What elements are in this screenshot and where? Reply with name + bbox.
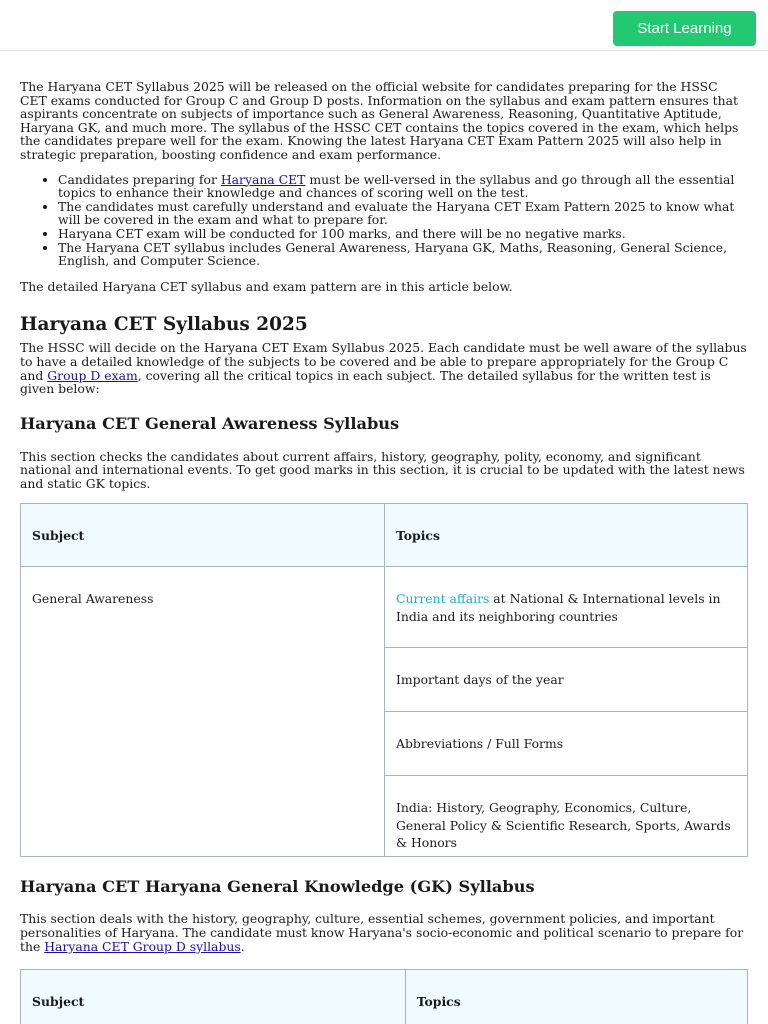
topics-column-header: Topics <box>405 970 747 1024</box>
list-item: • The Haryana CET syllabus includes General Awareness, Haryana GK, Maths, Reasoning, General Science, English, and Computer Science. <box>58 241 748 268</box>
list-item: • Candidates preparing for Haryana CET must be well-versed in the syllabus and go through all the essential topics to enhance their knowledge and chances of scoring well on the test. <box>58 173 748 200</box>
ga-paragraph: This section checks the candidates about current affairs, history, geography, polity, economy, and significant national and international events. To get good marks in this section, it is crucial to be updated with the latest news and static GK topics. <box>20 448 745 491</box>
current-affairs-link[interactable]: Current affairs <box>396 591 490 607</box>
haryana-cet-link[interactable]: Haryana CET <box>220 171 306 187</box>
ga-heading: Haryana CET General Awareness Syllabus <box>20 413 400 433</box>
intro-paragraph: The Haryana CET Syllabus 2025 will be released on the official website for candidates preparing for the HSSC CET exams conducted for Group C and Group D posts. Information on the syllabus and exam pattern ensures that aspirants concentrate on subjects of importance such as General Awareness, Reasoning, Quantitative Aptitude, Haryana GK, and much more. The syllabus of the HSSC CET contains the topics covered in the exam, which helps the candidates prepare well for the exam. Knowing the latest Haryana CET Exam Pattern 2025 will also help in strategic preparation, boosting confidence and exam performance. <box>20 79 739 162</box>
table-row <box>21 567 748 648</box>
list-item: • The candidates must carefully understand and evaluate the Haryana CET Exam Pattern 2025 to know what will be covered in the exam and what to prepare for. <box>58 200 748 227</box>
article-note: The detailed Haryana CET syllabus and exam pattern are in this article below. <box>20 278 513 294</box>
ga-syllabus-table <box>20 503 748 857</box>
gk-paragraph: This section deals with the history, geography, culture, essential schemes, government policies, and important personalities of Haryana. The candidate must know Haryana's socio-economic and political scenario to prepare for the Haryana CET Group D syllabus. <box>20 911 744 954</box>
topic-cell: India: History, Geography, Economics, Culture, General Policy & Scientific Research, Sports, Awards & Honors <box>385 776 748 857</box>
list-item: • Haryana CET exam will be conducted for 100 marks, and there will be no negative marks. <box>58 227 748 241</box>
group-d-exam-link[interactable]: Group D exam <box>47 367 138 383</box>
subject-cell: General Awareness <box>21 567 385 857</box>
gk-heading: Haryana CET Haryana General Knowledge (GK) Syllabus <box>20 877 535 897</box>
key-points-list <box>58 173 748 268</box>
syllabus-heading: Haryana CET Syllabus 2025 <box>20 314 308 336</box>
topic-cell: Important days of the year <box>385 648 748 712</box>
group-d-syllabus-link[interactable]: Haryana CET Group D syllabus <box>44 938 241 954</box>
topics-column-header: Topics <box>385 504 748 567</box>
syllabus-paragraph: The HSSC will decide on the Haryana CET Exam Syllabus 2025. Each candidate must be well aware of the syllabus to have a detailed knowledge of the subjects to be covered and be able to prepare appropriately for the Group C and Group D exam, covering all the critical topics in each subject. The detailed syllabus for the written test is given below: <box>20 340 747 397</box>
top-bar <box>0 0 768 51</box>
table-header-row <box>21 970 748 1024</box>
subject-column-header: Subject <box>21 970 406 1024</box>
topic-cell: Abbreviations / Full Forms <box>385 712 748 776</box>
start-learning-button[interactable]: Start Learning <box>613 11 756 46</box>
subject-column-header: Subject <box>21 504 385 567</box>
article-content <box>20 80 748 1024</box>
table-header-row <box>21 504 748 567</box>
topic-cell: Current affairs at National & International levels in India and its neighboring countries <box>385 567 748 648</box>
gk-syllabus-table <box>20 969 748 1024</box>
